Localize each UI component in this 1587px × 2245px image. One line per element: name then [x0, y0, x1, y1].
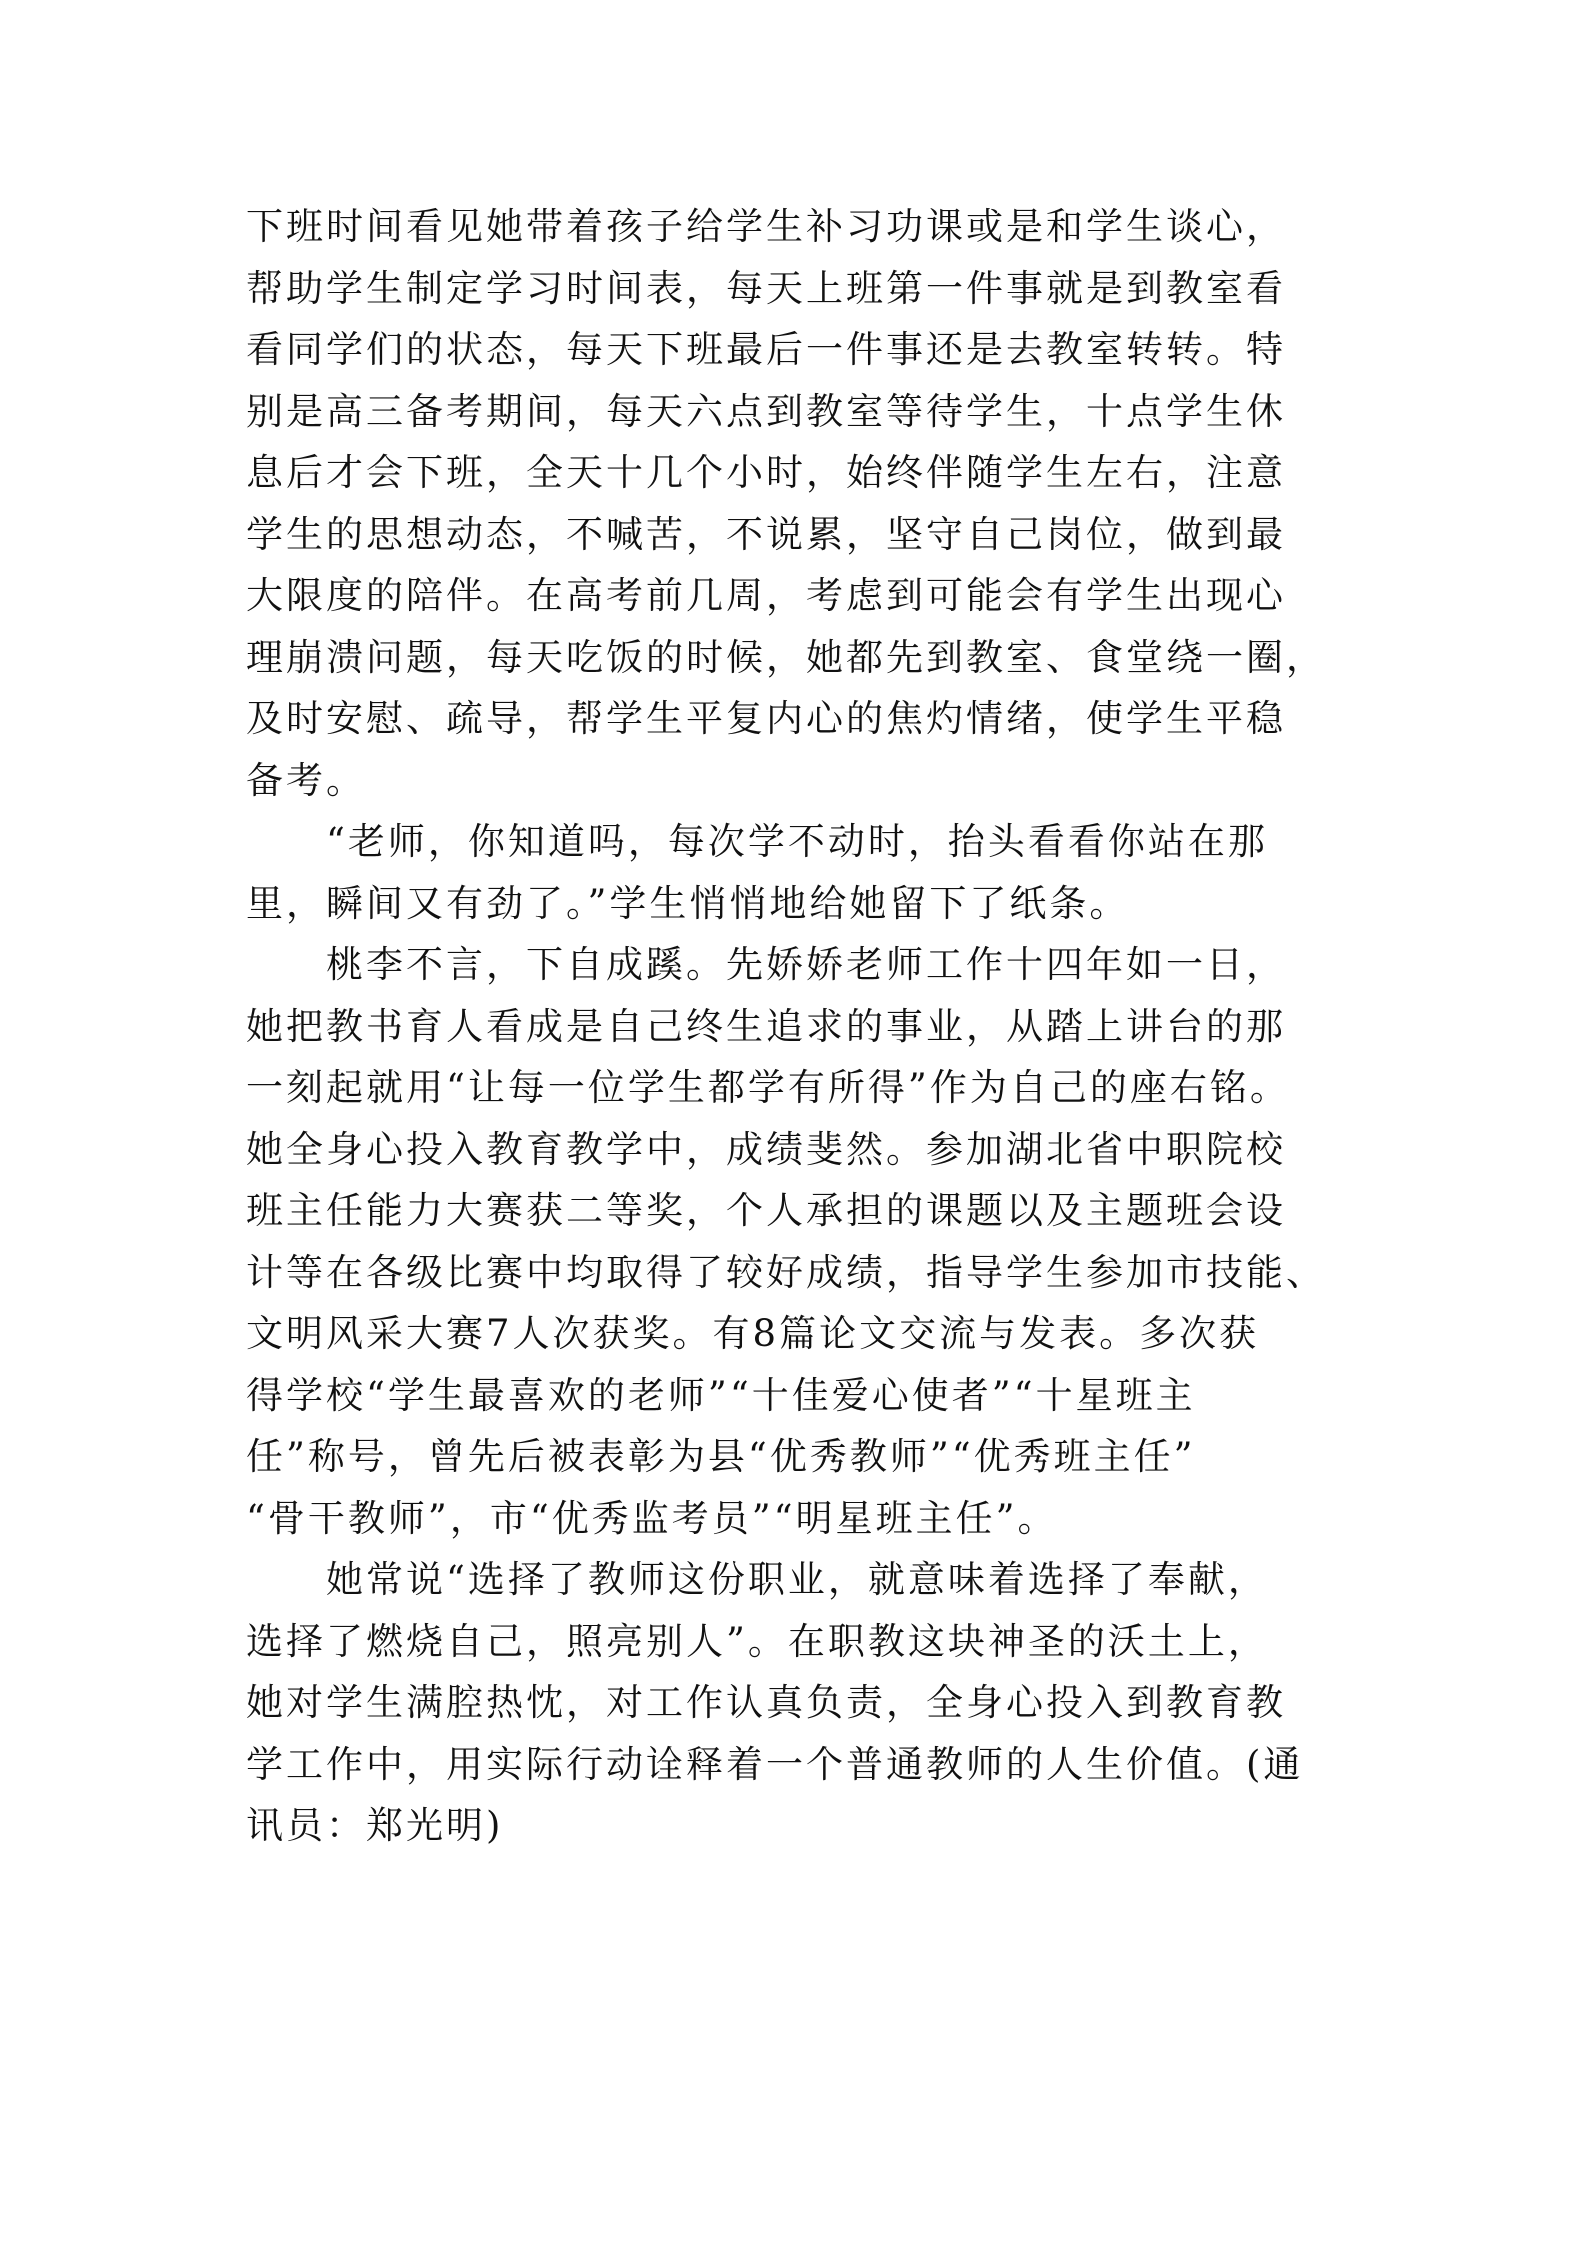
text-line: 她全身心投入教育教学中，成绩斐然。参加湖北省中职院校 — [246, 1127, 1286, 1171]
text-line: 理崩溃问题，每天吃饭的时候，她都先到教室、食堂绕一圈， — [246, 635, 1326, 679]
text-line: 文明风采大赛7人次获奖。有8篇论文交流与发表。多次获 — [246, 1312, 1260, 1355]
text-line: 她对学生满腔热忱，对工作认真负责，全身心投入到教育教 — [246, 1681, 1286, 1724]
text-line: 帮助学生制定学习时间表，每天上班第一件事就是到教室看 — [246, 266, 1286, 310]
paragraph-3 — [246, 934, 1356, 1549]
paragraph-4 — [246, 1549, 1356, 1857]
text-line: 一刻起就用“让每一位学生都学有所得”作为自己的座右铭。 — [246, 1066, 1290, 1109]
text-line: 大限度的陪伴。在高考前几周，考虑到可能会有学生出现心 — [246, 574, 1286, 617]
text-line: 选择了燃烧自己，照亮别人”。在职教这块神圣的沃土上， — [246, 1619, 1268, 1663]
text-line: 看同学们的状态，每天下班最后一件事还是去教室转转。特 — [246, 328, 1286, 371]
text-line: “老师，你知道吗，每次学不动时，抬头看看你站在那 — [326, 820, 1268, 863]
text-line: 里，瞬间又有劲了。”学生悄悄地给她留下了纸条。 — [246, 881, 1130, 925]
text-line: 别是高三备考期间，每天六点到教室等待学生，十点学生休 — [246, 389, 1286, 433]
text-line: 班主任能力大赛获二等奖，个人承担的课题以及主题班会设 — [246, 1189, 1286, 1232]
text-line: 计等在各级比赛中均取得了较好成绩，指导学生参加市技能、 — [246, 1250, 1326, 1294]
text-line: 及时安慰、疏导，帮学生平复内心的焦灼情绪，使学生平稳 — [246, 697, 1286, 740]
article-body — [246, 196, 1356, 1857]
paragraph-1 — [246, 196, 1356, 811]
text-line: 学工作中，用实际行动诠释着一个普通教师的人生价值。(通 — [246, 1742, 1304, 1786]
text-line: 得学校“学生最喜欢的老师”“十佳爱心使者”“十星班主 — [246, 1373, 1196, 1417]
text-line: 学生的思想动态，不喊苦，不说累，坚守自己岗位，做到最 — [246, 512, 1286, 556]
text-line: 下班时间看见她带着孩子给学生补习功课或是和学生谈心， — [246, 205, 1286, 248]
paragraph-2 — [246, 811, 1356, 934]
text-line: 备考。 — [246, 758, 366, 802]
text-line: 桃李不言，下自成蹊。先娇娇老师工作十四年如一日， — [326, 943, 1286, 986]
text-line: 她常说“选择了教师这份职业，就意味着选择了奉献， — [326, 1558, 1268, 1601]
text-line: 任”称号，曾先后被表彰为县“优秀教师”“优秀班主任” — [246, 1435, 1196, 1478]
text-line: “骨干教师”，市“优秀监考员”“明星班主任”。 — [246, 1496, 1058, 1540]
text-line: 息后才会下班，全天十几个小时，始终伴随学生左右，注意 — [246, 451, 1286, 494]
text-line: 讯员：郑光明) — [246, 1804, 504, 1847]
text-line: 她把教书育人看成是自己终生追求的事业，从踏上讲台的那 — [246, 1004, 1286, 1048]
